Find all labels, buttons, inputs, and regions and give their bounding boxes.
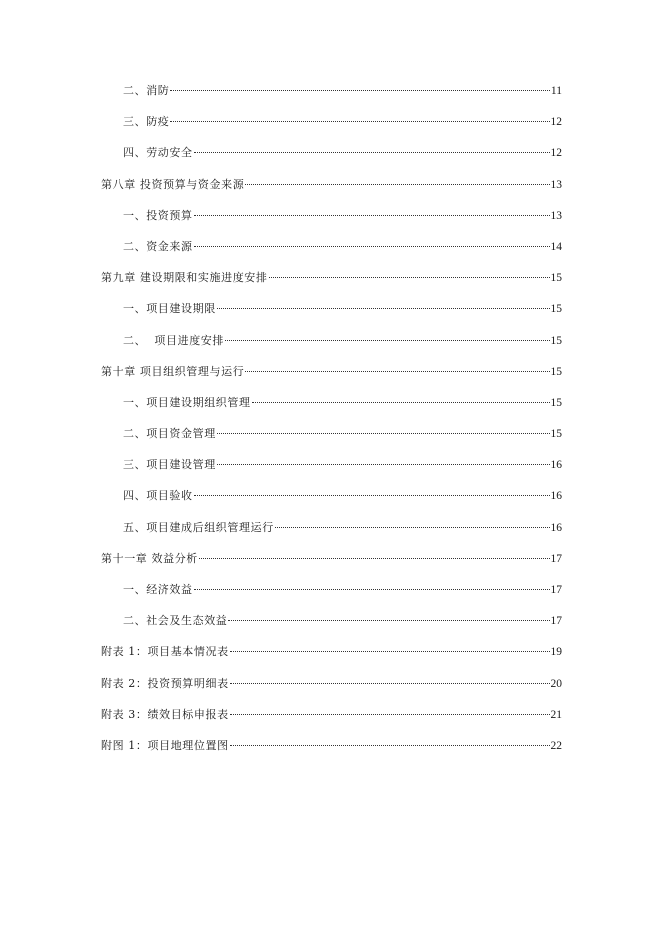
dotted-leader xyxy=(275,527,550,528)
dotted-leader xyxy=(194,215,550,216)
dotted-leader xyxy=(245,184,549,185)
toc-entry[interactable] xyxy=(101,206,562,237)
dotted-leader xyxy=(269,277,550,278)
dotted-leader xyxy=(194,152,550,153)
dotted-leader xyxy=(170,121,549,122)
toc-entry-page: 15 xyxy=(550,365,562,378)
toc-entry-title: 第九章 建设期限和实施进度安排 xyxy=(101,271,268,285)
toc-entry-page: 13 xyxy=(550,209,562,222)
toc-entry[interactable] xyxy=(101,331,562,362)
toc-entry-page: 14 xyxy=(550,240,562,253)
toc-entry[interactable] xyxy=(101,112,562,143)
dotted-leader xyxy=(217,433,550,434)
dotted-leader xyxy=(245,371,549,372)
toc-entry[interactable] xyxy=(101,237,562,268)
dotted-leader xyxy=(217,464,550,465)
toc-entry-title: 三、项目建设管理 xyxy=(123,458,216,472)
toc-entry-page: 16 xyxy=(550,490,562,503)
toc-entry-title: 附表 3：绩效目标申报表 xyxy=(101,707,229,721)
toc-entry[interactable] xyxy=(101,393,562,424)
toc-entry-title: 第八章 投资预算与资金来源 xyxy=(101,177,245,191)
toc-appendix-entry[interactable] xyxy=(101,736,562,767)
dotted-leader xyxy=(252,402,550,403)
toc-entry-page: 16 xyxy=(550,521,562,534)
toc-entry-title: 附表 1：项目基本情况表 xyxy=(101,645,229,659)
toc-entry-page: 15 xyxy=(550,334,562,347)
toc-entry-page: 16 xyxy=(550,459,562,472)
dotted-leader xyxy=(170,90,550,91)
toc-entry-title: 四、劳动安全 xyxy=(123,146,193,160)
toc-entry-page: 15 xyxy=(550,428,562,441)
toc-entry-title: 第十一章 效益分析 xyxy=(101,551,198,565)
toc-chapter-entry[interactable] xyxy=(101,549,562,580)
toc-appendix-entry[interactable] xyxy=(101,642,562,673)
toc-entry-page: 17 xyxy=(550,552,562,565)
dotted-leader xyxy=(199,558,550,559)
toc-entry-page: 22 xyxy=(550,739,562,752)
toc-entry[interactable] xyxy=(101,518,562,549)
toc-entry-page: 11 xyxy=(550,85,562,97)
toc-entry-page: 21 xyxy=(550,708,562,721)
toc-entry-page: 15 xyxy=(550,272,562,285)
toc-entry-title: 二、 项目进度安排 xyxy=(123,333,224,347)
toc-entry-page: 15 xyxy=(550,303,562,316)
toc-entry-title: 四、项目验收 xyxy=(123,489,193,503)
toc-entry-title: 二、社会及生态效益 xyxy=(123,614,228,628)
table-of-contents xyxy=(101,81,562,767)
toc-entry[interactable] xyxy=(101,486,562,517)
toc-entry[interactable] xyxy=(101,299,562,330)
toc-entry-page: 17 xyxy=(550,584,562,596)
toc-entry-title: 五、项目建成后组织管理运行 xyxy=(123,520,274,534)
dotted-leader xyxy=(228,620,549,621)
toc-entry-title: 三、防疫 xyxy=(123,115,170,129)
toc-appendix-entry[interactable] xyxy=(101,705,562,736)
toc-entry-page: 20 xyxy=(550,677,562,690)
dotted-leader xyxy=(230,745,550,746)
toc-entry[interactable] xyxy=(101,580,562,611)
toc-entry-title: 一、经济效益 xyxy=(123,583,193,596)
toc-entry-page: 17 xyxy=(550,615,562,628)
toc-entry-title: 一、投资预算 xyxy=(123,208,193,222)
toc-entry-page: 12 xyxy=(550,147,562,160)
toc-entry-title: 第十章 项目组织管理与运行 xyxy=(101,364,245,378)
toc-entry-page: 15 xyxy=(550,396,562,409)
toc-chapter-entry[interactable] xyxy=(101,362,562,393)
toc-entry-title: 二、消防 xyxy=(123,84,170,97)
toc-appendix-entry[interactable] xyxy=(101,674,562,705)
toc-entry[interactable] xyxy=(101,424,562,455)
toc-entry-title: 附图 1：项目地理位置图 xyxy=(101,738,229,752)
dotted-leader xyxy=(217,308,550,309)
toc-entry-title: 附表 2：投资预算明细表 xyxy=(101,676,229,690)
dotted-leader xyxy=(230,683,550,684)
toc-entry[interactable] xyxy=(101,81,562,112)
toc-entry[interactable] xyxy=(101,611,562,642)
toc-entry-title: 一、项目建设期组织管理 xyxy=(123,395,251,409)
toc-entry-title: 二、项目资金管理 xyxy=(123,427,216,441)
dotted-leader xyxy=(194,495,550,496)
toc-entry[interactable] xyxy=(101,455,562,486)
dotted-leader xyxy=(225,340,550,341)
toc-entry-page: 19 xyxy=(550,646,562,659)
dotted-leader xyxy=(194,589,550,590)
toc-entry-page: 13 xyxy=(550,178,562,191)
toc-entry-title: 二、资金来源 xyxy=(123,239,193,253)
toc-entry-title: 一、项目建设期限 xyxy=(123,302,216,316)
dotted-leader xyxy=(230,651,550,652)
dotted-leader xyxy=(194,246,550,247)
toc-chapter-entry[interactable] xyxy=(101,175,562,206)
dotted-leader xyxy=(230,714,550,715)
toc-entry[interactable] xyxy=(101,143,562,174)
toc-entry-page: 12 xyxy=(550,116,562,129)
toc-chapter-entry[interactable] xyxy=(101,268,562,299)
